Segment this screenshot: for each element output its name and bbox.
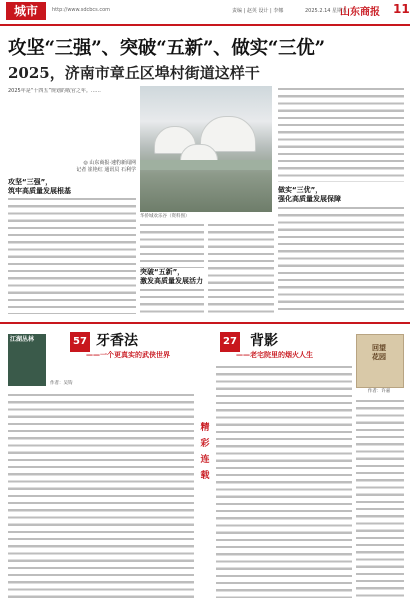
body-text-column xyxy=(8,196,136,314)
section-divider xyxy=(0,322,410,324)
lead-paragraph: 2025年是“十四五”规划的收官之年。…… xyxy=(8,88,101,94)
serial-subtitle: ——老宅院里的烟火人生 xyxy=(236,351,313,359)
page-number: 11 xyxy=(393,2,410,16)
book-cover-title: 江湖丛林 xyxy=(10,336,35,343)
subheadline: 2025，济南市章丘区埠村街道这样干 xyxy=(8,64,260,82)
serial-title: 牙香法 xyxy=(96,333,138,349)
book-author: 作者：吴钩 xyxy=(50,381,73,386)
body-text-column xyxy=(278,205,404,315)
site-url[interactable]: http://www.sdcbcs.com xyxy=(52,7,111,13)
byline: ◎ 山东商报·速豹新闻网 记者 崔艳红 通讯员 石利学 xyxy=(76,160,136,173)
headline: 攻坚“三强”、突破“五新”、做实“三优” xyxy=(8,38,325,59)
serial-body-text xyxy=(356,398,404,598)
installment-number-badge: 27 xyxy=(220,332,240,352)
serial-subtitle: ——一个更真实的武侠世界 xyxy=(86,351,170,359)
serial-body-text xyxy=(216,364,352,598)
serial-section-label: 精 彩 连 载 xyxy=(200,423,210,481)
book-cover-title: 回望 花园 xyxy=(372,344,386,361)
section-heading: 攻坚“三强”， 筑牢高质量发展根基 xyxy=(8,178,71,195)
serial-body-text xyxy=(8,392,194,598)
article-photo xyxy=(140,86,272,212)
book-author: 作者：许嘉 xyxy=(367,389,391,394)
publication-date: 2025.2.14 星期五 xyxy=(305,8,348,14)
section-heading: 突破“五新”， 激发高质量发展活力 xyxy=(140,268,206,285)
editors-credit: 责编 | 赵英 设计 | 李娜 xyxy=(232,8,284,14)
section-badge: 城市 xyxy=(6,2,46,20)
installment-number-badge: 57 xyxy=(70,332,90,352)
photo-caption: 华侨城欢乐谷（资料图） xyxy=(140,214,190,219)
body-text-column xyxy=(278,86,404,182)
body-text-column xyxy=(208,222,274,314)
newspaper-name: 山东商报 xyxy=(340,7,380,18)
serial-title: 背影 xyxy=(250,333,278,349)
section-heading: 做实“三优”， 强化高质量发展保障 xyxy=(278,186,341,203)
